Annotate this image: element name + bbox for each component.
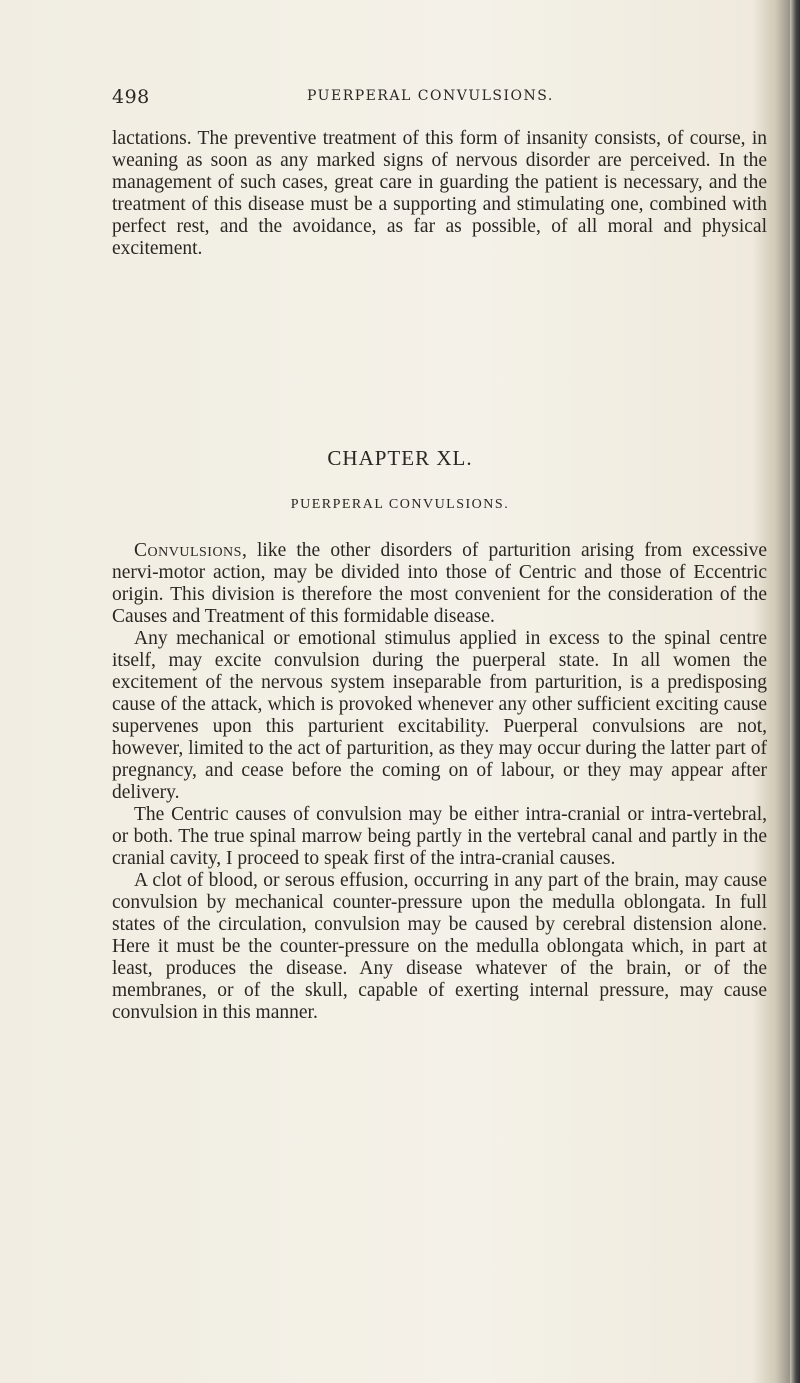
paragraph-lead-word: Convulsions: [134, 540, 242, 561]
body-paragraph-2: Any mechanical or emotional stimulus applied in excess to the spinal centre itself, may excite convulsion during the puerperal state. In all women the excitement of the nervous system inseparable from parturition, is a predisposing cause of the attack, which is provoked whenever any other sufficient exciting cause supervenes upon this parturient excitability. Puerperal convulsions are not, however, limited to the act of parturition, as they may occur during the latter part of pregnancy, and cease before the coming on of labour, or they may appear after delivery.: [112, 628, 767, 803]
page-header: [112, 86, 772, 112]
page-gutter-shadow: [790, 0, 800, 1383]
page-number: 498: [112, 86, 150, 108]
body-paragraph-4: A clot of blood, or serous effusion, occurring in any part of the brain, may cause convulsion by mechanical counter-pressure upon the medulla oblongata. In full states of the circulation, convulsion may be caused by cerebral distension alone. Here it must be the counter-pressure on the medulla oblongata which, in part at least, produces the disease. Any disease whatever of the brain, or of the membranes, or of the skull, capable of exerting internal pressure, may cause convulsion in this manner.: [112, 870, 767, 1023]
chapter-title: CHAPTER XL.: [327, 446, 473, 470]
body-paragraph-1: [112, 540, 767, 628]
chapter-subtitle: PUERPERAL CONVULSIONS.: [290, 497, 510, 512]
body-paragraph-3: The Centric causes of convulsion may be either intra-cranial or intra-vertebral, or both. The true spinal marrow being partly in the vertebral canal and partly in the cranial cavity, I proceed to speak first of the intra-cranial causes.: [112, 804, 767, 869]
continuation-text: lactations. The preventive treatment of this form of insanity consists, of course, in weaning as soon as any marked signs of nervous disorder are perceived. In the management of such cases, great care in guarding the patient is necessary, and the treatment of this disease must be a supporting and stimulating one, combined with perfect rest, and the avoidance, as far as possible, of all moral and physical excitement.: [112, 128, 767, 259]
paragraph-1-text: , like the other disorders of parturition arising from excessive nervi-motor action, may be divided into those of Centric and those of Eccentric origin. This division is therefore the most convenient for the consideration of the Causes and Treatment of this formidable disease.: [112, 540, 767, 627]
chapter-body: [112, 540, 767, 1024]
continuation-paragraph: [112, 128, 767, 260]
running-head: PUERPERAL CONVULSIONS.: [307, 88, 554, 104]
